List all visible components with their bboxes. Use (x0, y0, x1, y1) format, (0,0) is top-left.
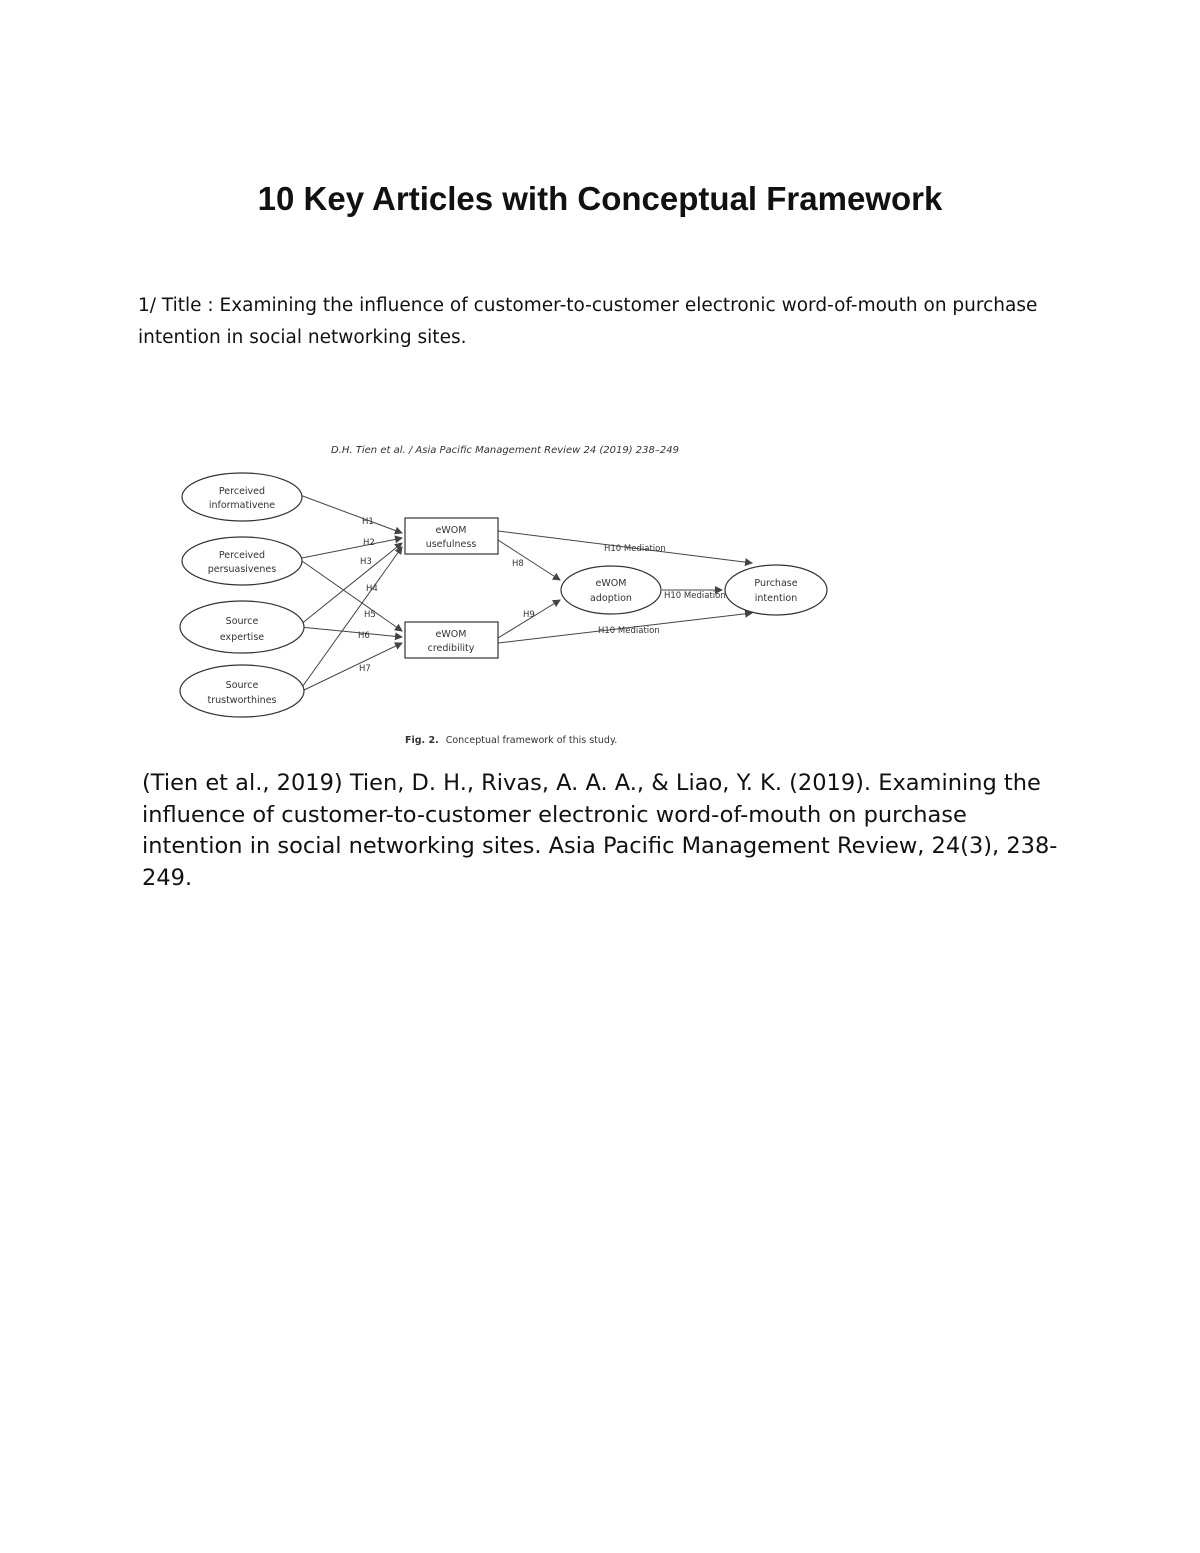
label-persuasiveness-2: persuasivenes (207, 564, 277, 575)
label-expertise-2: expertise (219, 632, 265, 643)
label-informativeness-2: informativene (208, 500, 276, 511)
edge-h1 (300, 495, 402, 533)
label-expertise-1: Source (225, 616, 259, 627)
node-informativeness (182, 473, 302, 521)
article-number: 1/ Title : (138, 295, 214, 316)
node-expertise (180, 601, 304, 653)
hyp-h10-mid: H10 Mediation (664, 591, 726, 601)
hyp-h6: H6 (358, 631, 370, 641)
conceptual-framework-figure (170, 435, 840, 755)
edge-h7 (300, 643, 402, 692)
label-adoption-1: eWOM (595, 578, 627, 589)
page-title: 10 Key Articles with Conceptual Framework (257, 180, 943, 217)
label-usefulness-2: usefulness (425, 539, 477, 550)
reference-citation: (Tien et al., 2019) Tien, D. H., Rivas, A. A. A., & Liao, Y. K. (2019). Examining the influence of customer-to-customer electronic word-of-mouth on purchase intention in social networking sites. Asia Pacific Management Review, 24(3), 238-249. (142, 770, 1058, 891)
hyp-h3: H3 (360, 557, 372, 567)
label-credibility-1: eWOM (435, 629, 467, 640)
label-credibility-2: credibility (427, 643, 475, 654)
hyp-h9: H9 (523, 610, 535, 620)
label-usefulness-1: eWOM (435, 525, 467, 536)
node-trustworthiness (180, 665, 304, 717)
label-trustworthiness-1: Source (225, 680, 259, 691)
hyp-h10-bottom: H10 Mediation (598, 626, 660, 636)
edge-h6 (300, 627, 402, 637)
figure-caption-label: Fig. 2. (405, 735, 439, 746)
figure-caption (405, 735, 617, 746)
journal-header: D.H. Tien et al. / Asia Pacific Management Review 24 (2019) 238–249 (331, 445, 679, 456)
node-adoption (561, 566, 661, 614)
hyp-h2: H2 (363, 538, 375, 548)
edge-h8 (498, 540, 560, 580)
label-purchase-1: Purchase (754, 578, 798, 589)
label-persuasiveness-1: Perceived (218, 550, 266, 561)
hyp-h10-top: H10 Mediation (604, 544, 666, 554)
label-informativeness-1: Perceived (218, 486, 266, 497)
node-purchase (725, 565, 827, 615)
hyp-h1: H1 (362, 517, 374, 527)
label-trustworthiness-2: trustworthines (207, 695, 277, 706)
label-adoption-2: adoption (590, 593, 632, 604)
figure-caption-text: Conceptual framework of this study. (445, 735, 618, 746)
label-purchase-2: intention (754, 593, 798, 604)
hyp-h4: H4 (366, 584, 378, 594)
article-title (138, 290, 1038, 354)
hyp-h7: H7 (359, 664, 371, 674)
edge-h3 (302, 561, 402, 631)
edge-h5 (300, 547, 402, 690)
article-title-text: Examining the influence of customer-to-customer electronic word-of-mouth on purchase intention in social networking sites. (138, 295, 1038, 348)
framework-diagram (170, 435, 840, 755)
hyp-h5: H5 (364, 610, 376, 620)
hyp-h8: H8 (512, 559, 524, 569)
node-persuasiveness (182, 537, 302, 585)
